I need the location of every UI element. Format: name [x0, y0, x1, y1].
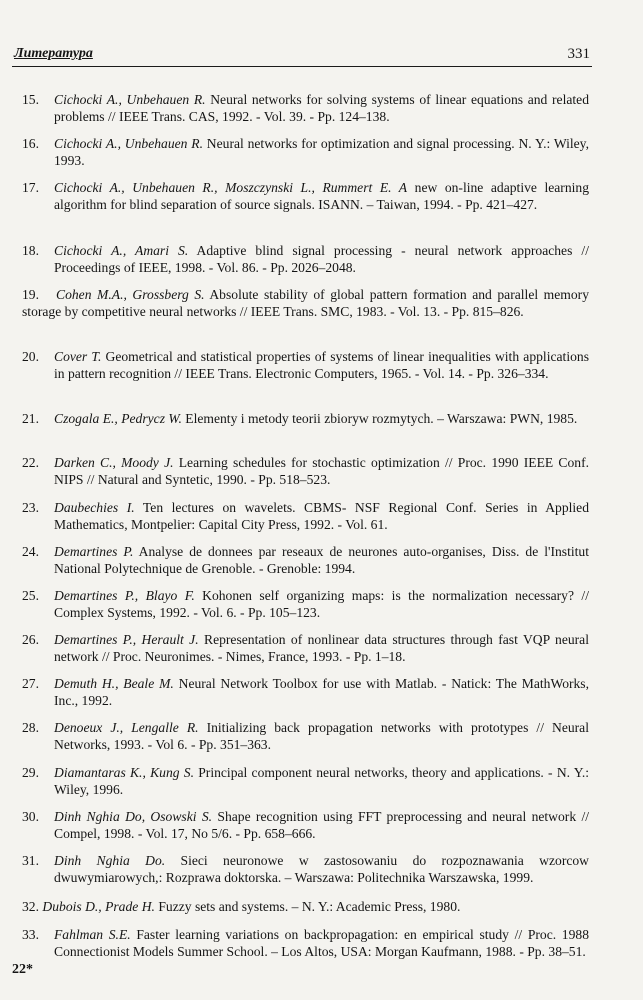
reference-text: Initializing back propagation networks with prototypes // Neural Networks, 1993. - Vol 6. - Pp. 351–363. — [54, 720, 589, 752]
reference-authors: Demartines P., Blayo F. — [54, 588, 195, 603]
reference-number: 25. — [22, 588, 39, 603]
reference-number: 23. — [22, 500, 39, 515]
reference-number: 30. — [22, 809, 39, 824]
reference-body — [54, 852, 589, 886]
reference-body — [54, 587, 589, 621]
reference-text: new on-line adaptive learning algorithm for blind separation of source signals. ISANN. – Taiwan, 1994. - Pp. 421–427. — [54, 180, 589, 212]
reference-number: 26. — [22, 632, 39, 647]
reference-number: 19. — [22, 287, 39, 302]
reference-number: 28. — [22, 720, 39, 735]
reference-text: Ten lectures on wavelets. CBMS- NSF Regional Conf. Series in Applied Mathematics, Montpelier: Capital City Press, 1992. - Vol. 61. — [54, 500, 590, 532]
reference-number: 16. — [22, 136, 39, 151]
reference-body — [22, 286, 589, 320]
reference-authors: Demartines P., Herault J. — [54, 632, 199, 647]
reference-body — [54, 764, 589, 798]
reference-body — [54, 179, 589, 213]
reference-body — [54, 91, 589, 125]
reference-number: 17. — [22, 180, 39, 195]
reference-authors: Denoeux J., Lengalle R. — [54, 720, 199, 735]
reference-text: Faster learning variations on backpropagation: en empirical study // Proc. 1988 Connectionist Models Summer School. – Los Altos, USA: Morgan Kaufmann, 1988. - Pp. 38–51. — [54, 927, 589, 959]
reference-text: Adaptive blind signal processing - neural network approaches // Proceedings of IEEE, 1998. - Vol. 86. - Pp. 2026–2048. — [54, 243, 589, 275]
reference-authors: Cichocki A., Unbehauen R., Moszczynski L., Rummert E. A — [54, 180, 408, 195]
reference-text: Neural networks for optimization and signal processing. N. Y.: Wiley, 1993. — [54, 136, 589, 168]
reference-authors: Czogala E., Pedrycz W. — [54, 411, 182, 426]
reference-authors: Demuth H., Beale M. — [54, 676, 174, 691]
reference-body — [54, 808, 589, 842]
reference-text: Neural Network Toolbox for use with Matlab. - Natick: The MathWorks, Inc., 1992. — [54, 676, 590, 708]
reference-authors: Dinh Nghia Do. — [54, 853, 166, 868]
reference-text: Fuzzy sets and systems. – N. Y.: Academic Press, 1980. — [154, 899, 461, 914]
reference-number: 29. — [22, 765, 39, 780]
reference-number: 24. — [22, 544, 39, 559]
running-title: Литература — [14, 46, 93, 61]
reference-body — [54, 631, 589, 665]
reference-body — [54, 454, 589, 488]
reference-body — [54, 410, 589, 427]
reference-text: Representation of nonlinear data structures through fast VQP neural network // Proc. Neuronimes. - Nimes, France, 1993. - Pp. 1–18. — [54, 632, 589, 664]
reference-authors: Fahlman S.E. — [54, 927, 131, 942]
reference-number: 18. — [22, 243, 39, 258]
reference-body — [54, 135, 589, 169]
reference-number: 22. — [22, 455, 39, 470]
reference-authors: Cover T. — [54, 349, 102, 364]
reference-authors: Demartines P. — [54, 544, 134, 559]
reference-number: 27. — [22, 676, 39, 691]
reference-text: Learning schedules for stochastic optimization // Proc. 1990 IEEE Conf. NIPS // Natural and Syntetic, 1990. - Pp. 518–523. — [54, 455, 589, 487]
reference-text: Geometrical and statistical properties of systems of linear inequalities with applications in pattern recognition // IEEE Trans. Electronic Computers, 1965. - Vol. 14. - Pp. 326–334. — [54, 349, 589, 381]
reference-number: 21. — [22, 411, 39, 426]
reference-text: Principal component neural networks, theory and applications. - N. Y.: Wiley, 1996. — [54, 765, 590, 797]
reference-authors: Darken C., Moody J. — [54, 455, 174, 470]
reference-number: 15. — [22, 92, 39, 107]
reference-body — [54, 242, 589, 276]
reference-body — [22, 898, 589, 915]
reference-body — [54, 926, 589, 960]
signature-mark: 22* — [12, 962, 33, 977]
reference-number: 20. — [22, 349, 39, 364]
reference-authors: Cichocki A., Amari S. — [54, 243, 189, 258]
reference-text: Elementy i metody teorii zbioryw rozmytych. – Warszawa: PWN, 1985. — [181, 411, 578, 426]
reference-text: Analyse de donnees par reseaux de neurones auto-organises, Diss. de l'Institut National Polytechnique de Grenoble. - Grenoble: 1994. — [54, 544, 589, 576]
reference-authors: Daubechies I. — [54, 500, 135, 515]
reference-authors: Cohen M.A., Grossberg S. — [56, 287, 205, 302]
reference-authors: Cichocki A., Unbehauen R. — [54, 92, 206, 107]
reference-authors: Dinh Nghia Do, Osowski S. — [54, 809, 213, 824]
reference-number: 33. — [22, 927, 39, 942]
reference-body — [54, 543, 589, 577]
reference-body — [54, 348, 589, 382]
reference-body — [54, 719, 589, 753]
reference-authors: Diamantaras K., Kung S. — [54, 765, 194, 780]
reference-body — [54, 499, 589, 533]
reference-body — [54, 675, 589, 709]
reference-authors: Cichocki A., Unbehauen R. — [54, 136, 203, 151]
reference-authors: Dubois D., Prade H. — [42, 899, 155, 914]
reference-text: Sieci neuronowe w zastosowaniu do rozpoznawania wzorcow dwuwymiarowych,: Rozprawa doktorska. – Warszawa: Politechnika Warszawska, 1999. — [54, 853, 589, 885]
reference-number: 32. — [22, 899, 39, 914]
reference-text: Kohonen self organizing maps: is the normalization necessary? // Complex Systems, 1992. - Vol. 6. - Pp. 105–123. — [54, 588, 589, 620]
reference-text: Neural networks for solving systems of linear equations and related problems // IEEE Trans. CAS, 1992. - Vol. 39. - Pp. 124–138. — [54, 92, 589, 124]
reference-text: Absolute stability of global pattern formation and parallel memory storage by competitive neural networks // IEEE Trans. SMC, 1983. - Vol. 13. - Pp. 815–826. — [22, 287, 589, 319]
page-number: 331 — [567, 46, 590, 62]
reference-text: Shape recognition using FFT preprocessing and neural network // Compel, 1998. - Vol. 17, No 5/6. - Pp. 658–666. — [54, 809, 590, 841]
reference-number: 31. — [22, 853, 39, 868]
